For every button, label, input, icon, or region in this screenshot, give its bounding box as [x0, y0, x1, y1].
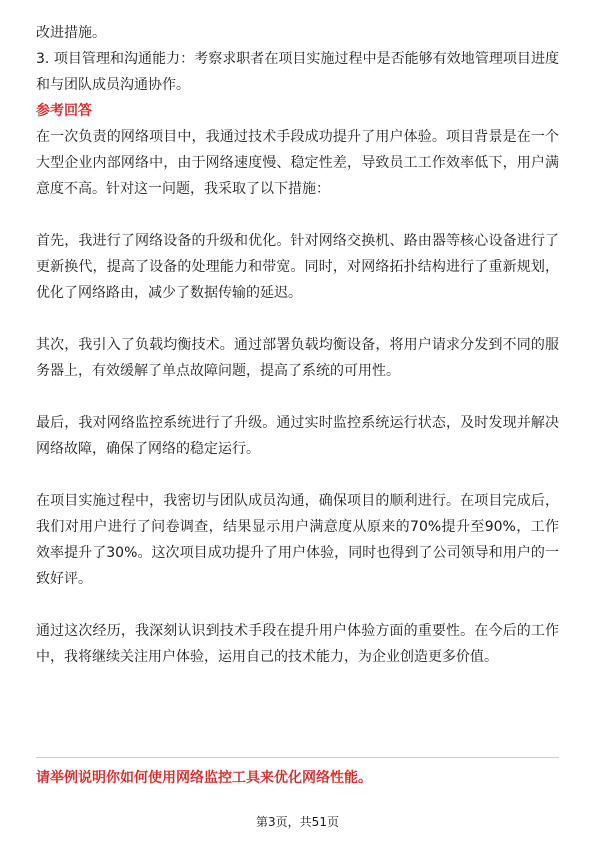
answer-paragraph-6: 通过这次经历，我深刻认识到技术手段在提升用户体验方面的重要性。在今后的工作中，我将继续关注用户体验，运用自己的技术能力，为企业创造更多价值。: [36, 623, 559, 665]
evaluation-point-3: 3. 项目管理和沟通能力：考察求职者在项目实施过程中是否能够有效地管理项目进度和与团队成员沟通协作。: [36, 51, 559, 93]
section-divider: [36, 757, 559, 758]
paragraph-gap: [36, 592, 559, 618]
answer-paragraph-3: 其次，我引入了负载均衡技术。通过部署负载均衡设备，将用户请求分发到不同的服务器上，有效缓解了单点故障问题，提高了系统的可用性。: [36, 337, 559, 379]
answer-paragraph-5: 在项目实施过程中，我密切与团队成员沟通，确保项目的顺利进行。在项目完成后，我们对用户进行了问卷调查，结果显示用户满意度从原来的70%提升至90%，工作效率提升了30%。这次项目成功提升了用户体验，同时也得到了公司领导和用户的一致好评。: [36, 493, 559, 587]
continuation-text: 改进措施。: [36, 25, 106, 41]
page-number: 第3页，共51页: [256, 815, 339, 829]
paragraph-gap: [36, 306, 559, 332]
paragraph-gap: [36, 462, 559, 488]
answer-paragraph-1: 在一次负责的网络项目中，我通过技术手段成功提升了用户体验。项目背景是在一个大型企业内部网络中，由于网络速度慢、稳定性差，导致员工工作效率低下，用户满意度不高。针对这一问题，我采取了以下措施：: [36, 129, 559, 197]
paragraph-gap: [36, 202, 559, 228]
answer-paragraph-4: 最后，我对网络监控系统进行了升级。通过实时监控系统运行状态，及时发现并解决网络故障，确保了网络的稳定运行。: [36, 415, 559, 457]
next-question: 请举例说明你如何使用网络监控工具来优化网络性能。: [36, 770, 372, 786]
answer-paragraph-2: 首先，我进行了网络设备的升级和优化。针对网络交换机、路由器等核心设备进行了更新换代，提高了设备的处理能力和带宽。同时，对网络拓扑结构进行了重新规划，优化了网络路由，减少了数据传输的延迟。: [36, 233, 559, 301]
page-body: [36, 20, 559, 670]
paragraph-gap: [36, 384, 559, 410]
answer-heading: 参考回答: [36, 103, 92, 119]
